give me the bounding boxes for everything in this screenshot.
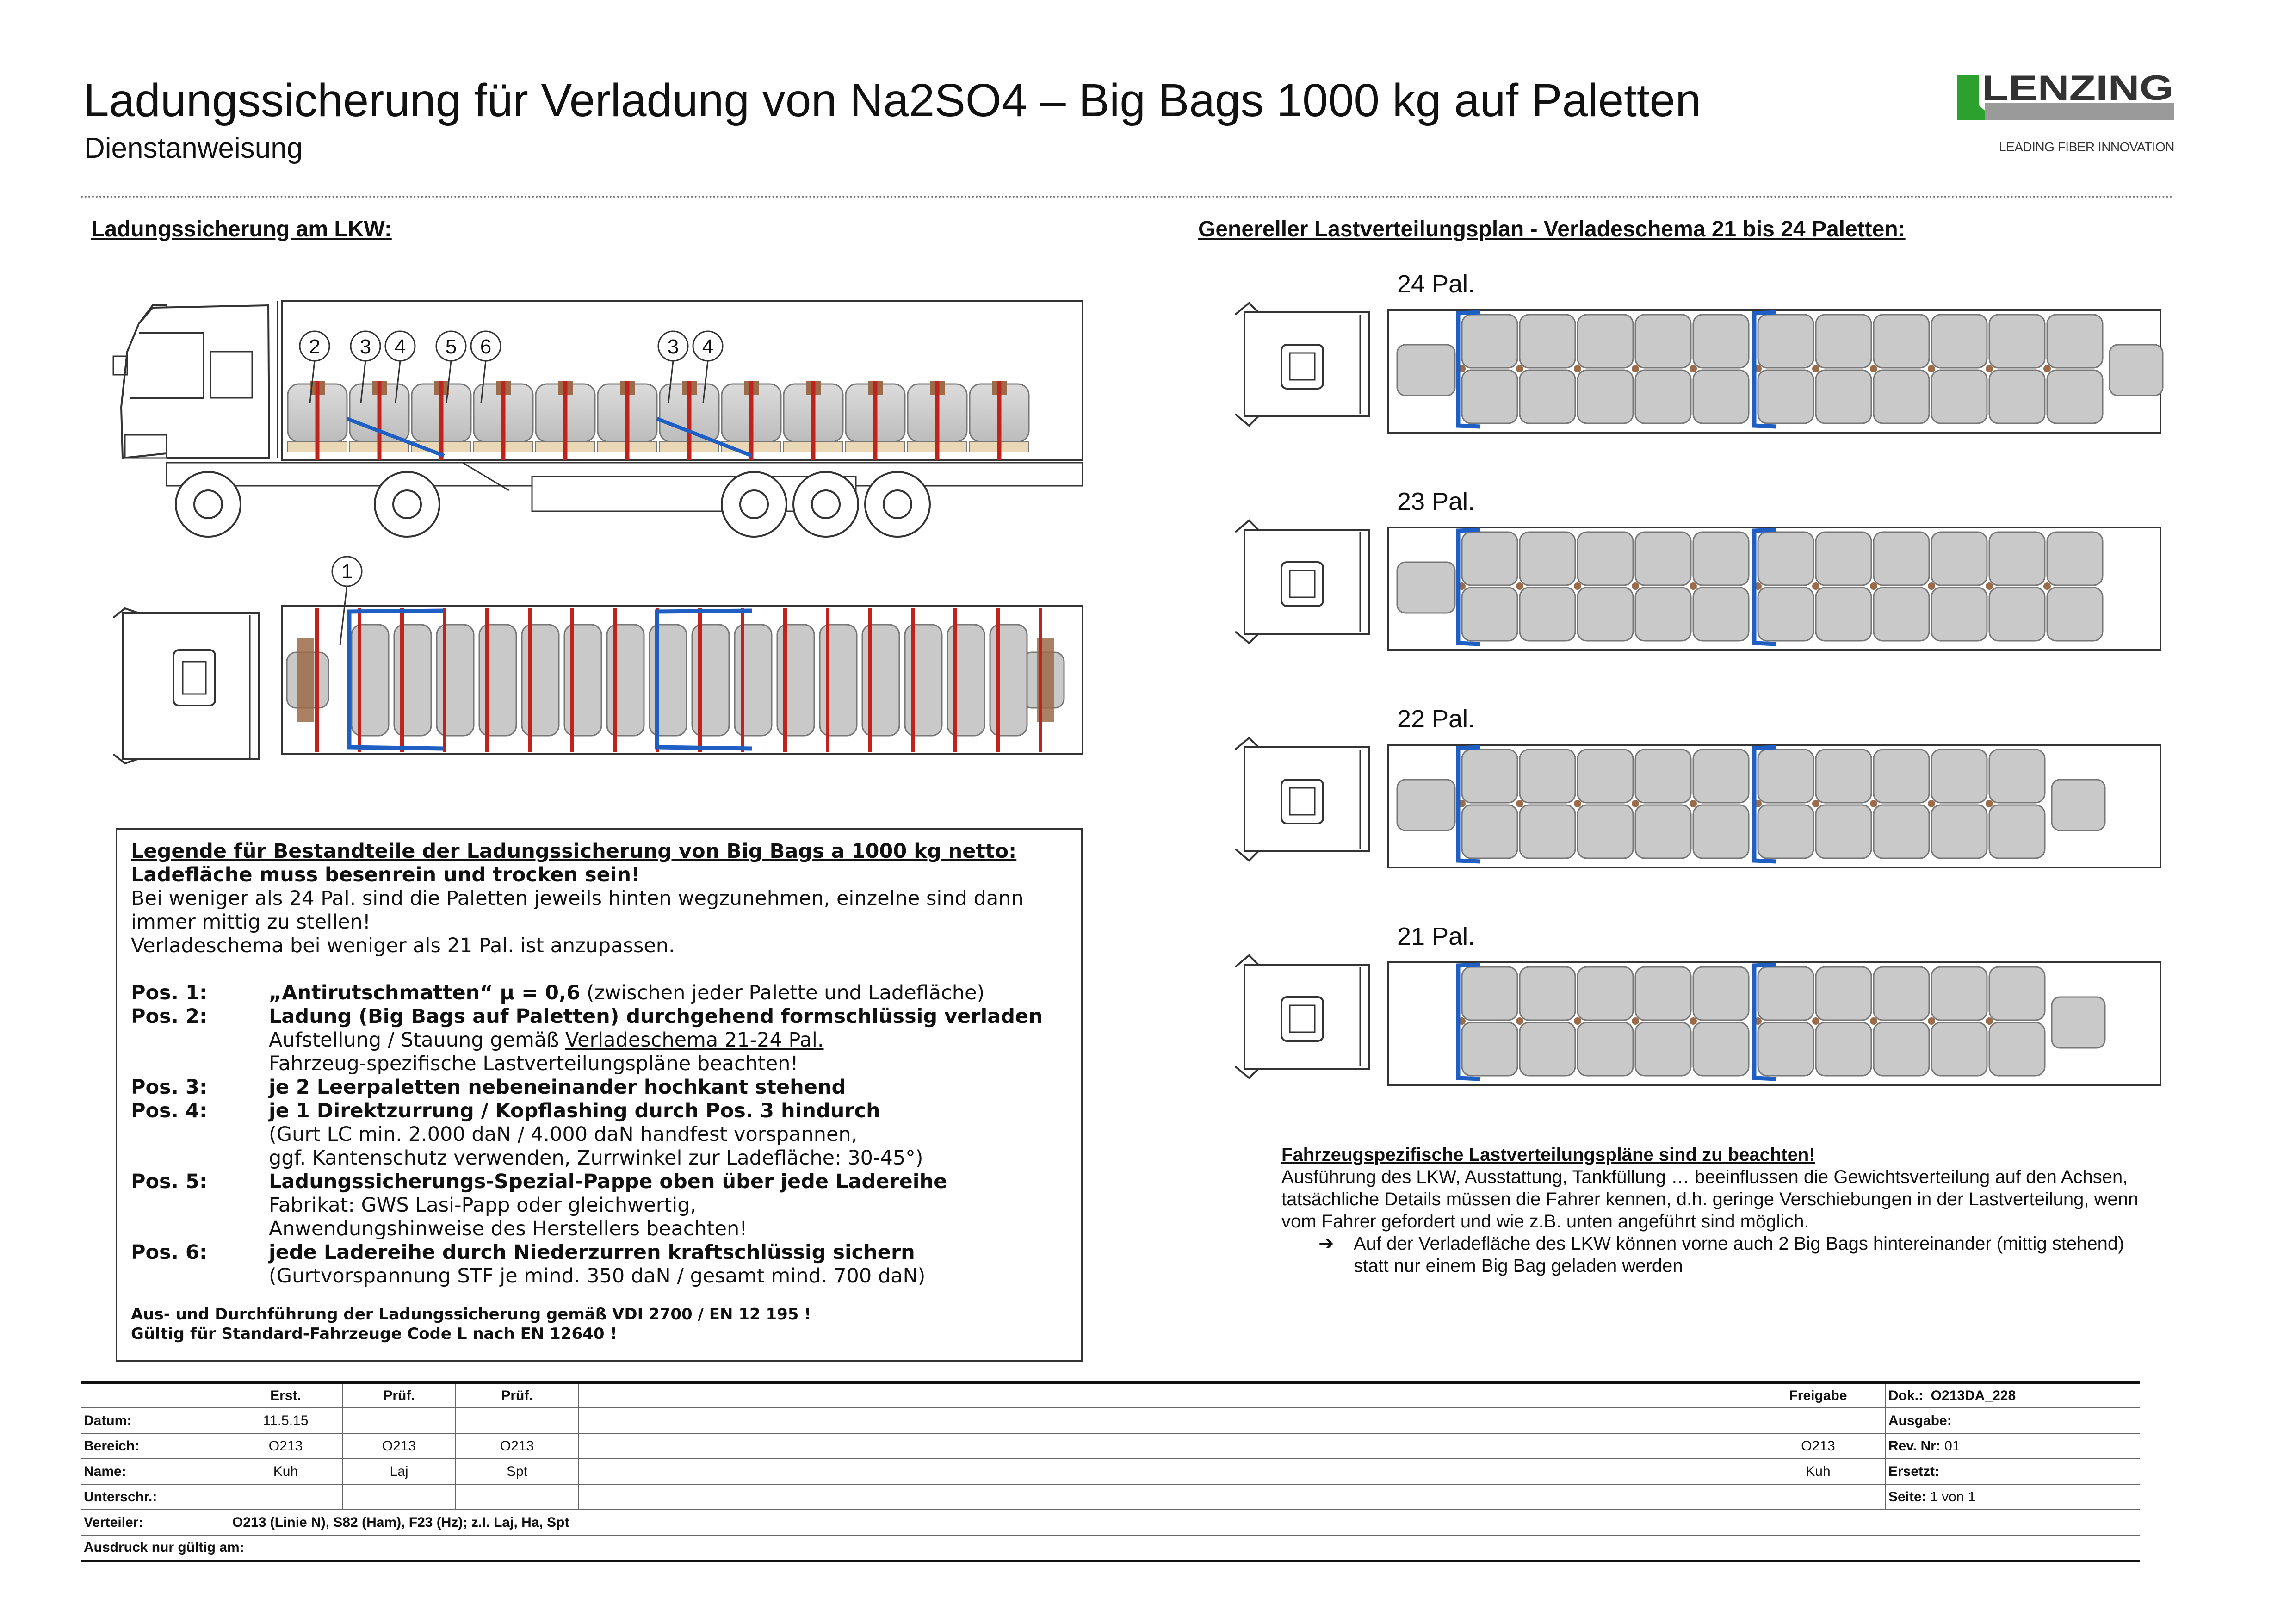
scheme-mat	[1516, 582, 1523, 590]
scheme-big-bag	[1758, 750, 1813, 803]
callout-pos-3: 3	[359, 335, 371, 358]
left-section-heading: Ladungssicherung am LKW:	[91, 217, 392, 242]
scheme-big-bag	[1693, 588, 1749, 641]
scheme-big-bag	[1693, 370, 1749, 423]
scheme-big-bag	[1520, 370, 1575, 423]
top-big-bag	[394, 625, 431, 736]
scheme-big-bag	[1874, 750, 1929, 803]
scheme-big-bag	[1816, 967, 1871, 1020]
scheme-big-bag	[1758, 805, 1813, 858]
scheme-big-bag	[1989, 967, 2045, 1020]
callout-pos-1: 1	[341, 560, 353, 583]
scheme-mat	[1870, 365, 1877, 372]
callout-pos-4: 4	[394, 335, 406, 358]
legend-scheme-note: Verladeschema bei weniger als 21 Pal. ist anzupassen.	[131, 934, 675, 957]
scheme-mat	[1574, 800, 1581, 807]
scheme-big-bag	[1462, 1022, 1517, 1076]
footer-row-verteiler: Verteiler: O213 (Linie N), S82 (Ham), F23 (Hz); z.I. Laj, Ha, Spt	[81, 1510, 2140, 1535]
scheme-big-bag	[1816, 805, 1871, 858]
scheme-3	[1235, 705, 2160, 867]
top-big-bag	[947, 625, 984, 736]
top-big-bag	[352, 625, 389, 736]
scheme-mat	[1812, 365, 1819, 372]
top-big-bag	[820, 625, 857, 736]
scheme-big-bag	[1989, 532, 2045, 585]
scheme-big-bag	[1578, 315, 1633, 368]
scheme-big-bag	[1693, 750, 1749, 803]
scheme-cab-hatch	[1290, 570, 1315, 597]
legend-pos-1: Pos. 1: „Antirutschmatten“ µ = 0,6 (zwischen jeder Palette und Ladefläche)	[131, 981, 985, 1004]
scheme-big-bag	[1758, 532, 1813, 585]
top-big-bag	[564, 625, 601, 736]
callout-pos-5: 5	[445, 335, 457, 358]
scheme-big-bag	[1635, 370, 1691, 423]
scheme-big-bag	[1462, 315, 1517, 368]
scheme-mat	[1516, 365, 1523, 372]
scheme-big-bag	[1693, 315, 1749, 368]
top-big-bag	[479, 625, 516, 736]
legend-pos-3: Pos. 3: je 2 Leerpaletten nebeneinander hochkant stehend	[131, 1076, 846, 1099]
scheme-big-bag	[1578, 750, 1633, 803]
legend-pos-4: Pos. 4: je 1 Direktzurrung / Kopflashing durch Pos. 3 hindurch (Gurt LC min. 2.000 daN / 4.000 daN handfest vorspannen, ggf. Kantenschutz verwenden, Zurrwinkel zur Ladefläche: 30-45°)	[131, 1099, 923, 1170]
legend-pos-5: Pos. 5: Ladungssicherungs-Spezial-Pappe oben über jede Ladereihe Fabrikat: GWS Lasi-Papp oder gleichwertig, Anwendungshinweise des Herstellers beachten!	[131, 1170, 947, 1240]
scheme-mat	[2043, 365, 2051, 372]
scheme-2	[1235, 488, 2160, 650]
scheme-big-bag	[1578, 967, 1633, 1020]
scheme-big-bag	[1520, 805, 1575, 858]
scheme-mat	[1928, 582, 1935, 590]
scheme-label: 22 Pal.	[1397, 705, 1475, 733]
scheme-big-bag	[1989, 315, 2045, 368]
scheme-big-bag	[1931, 805, 1987, 858]
scheme-big-bag	[1520, 967, 1575, 1020]
legend-fewer-note: Bei weniger als 24 Pal. sind die Paletten jeweils hinten wegzunehmen, einzelne sind dann immer mittig zu stellen!	[131, 887, 1024, 934]
scheme-mat	[1632, 582, 1639, 590]
scheme-big-bag	[1758, 370, 1813, 423]
legend-pos-2: Pos. 2: Ladung (Big Bags auf Paletten) durchgehend formschlüssig verladen Aufstellung / Stauung gemäß Verladeschema 21-24 Pal. Fahrzeug-spezifische Lastverteilungspläne beachten!	[131, 1005, 1043, 1075]
scheme-big-bag	[1874, 967, 1929, 1020]
scheme-mat	[1690, 800, 1697, 807]
legend-pos-6: Pos. 6: jede Ladereihe durch Niederzurren kraftschlüssig sichern (Gurtvorspannung STF je mind. 350 daN / gesamt mind. 700 daN)	[131, 1241, 926, 1288]
scheme-mat	[1574, 582, 1581, 590]
vehicle-note-heading: Fahrzeugspezifische Lastverteilungspläne sind zu beachten!	[1281, 1145, 1815, 1165]
scheme-big-bag	[1462, 967, 1517, 1020]
document-footer-table	[81, 1381, 2140, 1562]
top-big-bag	[607, 625, 644, 736]
scheme-big-bag	[1578, 532, 1633, 585]
scheme-big-bag	[1931, 967, 1987, 1020]
loading-schemes	[1235, 270, 2163, 1085]
scheme-big-bag	[1462, 805, 1517, 858]
scheme-mat	[1812, 1017, 1819, 1025]
scheme-mat	[1632, 365, 1639, 372]
scheme-big-bag	[1816, 588, 1871, 641]
scheme-big-bag	[1989, 588, 2045, 641]
scheme-big-bag	[1989, 1022, 2045, 1076]
scheme-big-bag	[1520, 315, 1575, 368]
scheme-mat	[1690, 1017, 1697, 1025]
scheme-cab-hatch	[1290, 1005, 1315, 1032]
scheme-big-bag	[1758, 1022, 1813, 1076]
scheme-cab-hatch	[1290, 788, 1315, 815]
scheme-label: 24 Pal.	[1397, 270, 1475, 298]
scheme-big-bag	[1874, 532, 1929, 585]
scheme-front-bag	[1397, 780, 1455, 830]
scheme-big-bag	[1635, 967, 1691, 1020]
scheme-big-bag	[1989, 750, 2045, 803]
scheme-cab-hatch	[1290, 353, 1315, 380]
top-big-bag	[862, 625, 899, 736]
scheme-big-bag	[1578, 370, 1633, 423]
footer-row-datum: Datum: 11.5.15 Ausgabe:	[81, 1408, 2140, 1433]
scheme-big-bag	[1816, 1022, 1871, 1076]
scheme-mat	[1928, 1017, 1935, 1025]
top-big-bag	[692, 625, 729, 736]
scheme-rear-bag	[2052, 780, 2105, 830]
scheme-4	[1235, 923, 2160, 1085]
side-wheel-front	[176, 472, 241, 537]
scheme-mat	[1574, 365, 1581, 372]
scheme-mat	[2043, 582, 2051, 590]
legend-box	[116, 828, 1083, 1362]
scheme-big-bag	[1874, 315, 1929, 368]
footer-row-name: Name: Kuh Laj Spt Kuh Ersetzt:	[81, 1459, 2140, 1484]
scheme-front-bag	[1397, 345, 1455, 396]
scheme-big-bag	[1816, 750, 1871, 803]
scheme-big-bag	[1989, 805, 2045, 858]
top-big-bag	[777, 625, 814, 736]
scheme-big-bag	[1758, 315, 1813, 368]
callout-pos-6: 6	[480, 335, 492, 358]
right-section-heading: Genereller Lastverteilungsplan - Verladeschema 21 bis 24 Paletten:	[1198, 217, 1906, 242]
logo-wordmark: LENZING	[1982, 69, 2173, 108]
page-title: Ladungssicherung für Verladung von Na2SO4 – Big Bags 1000 kg auf Paletten	[83, 74, 1701, 126]
scheme-big-bag	[1462, 588, 1517, 641]
scheme-mat	[1986, 1017, 1993, 1025]
top-big-bag	[990, 625, 1027, 736]
scheme-big-bag	[1520, 532, 1575, 585]
scheme-1	[1235, 270, 2163, 433]
scheme-big-bag	[1635, 805, 1691, 858]
top-big-bag	[735, 625, 772, 736]
scheme-mat	[1986, 582, 1993, 590]
scheme-mat	[1928, 800, 1935, 807]
scheme-big-bag	[1693, 967, 1749, 1020]
scheme-big-bag	[1874, 1022, 1929, 1076]
top-big-bag	[437, 625, 474, 736]
scheme-mat	[1870, 582, 1877, 590]
scheme-big-bag	[1816, 370, 1871, 423]
scheme-big-bag	[1874, 588, 1929, 641]
scheme-mat	[1632, 1017, 1639, 1025]
scheme-big-bag	[2047, 370, 2103, 423]
scheme-big-bag	[1931, 1022, 1987, 1076]
scheme-big-bag	[1635, 315, 1691, 368]
page-subtitle: Dienstanweisung	[84, 132, 303, 164]
scheme-big-bag	[2047, 532, 2103, 585]
scheme-mat	[1812, 582, 1819, 590]
callout-pos-2: 2	[309, 335, 321, 358]
scheme-big-bag	[1635, 1022, 1691, 1076]
scheme-big-bag	[1462, 370, 1517, 423]
scheme-big-bag	[1931, 750, 1987, 803]
scheme-big-bag	[1462, 750, 1517, 803]
scheme-mat	[1690, 582, 1697, 590]
scheme-mat	[1690, 365, 1697, 372]
scheme-mat	[1870, 800, 1877, 807]
scheme-mat	[1516, 1017, 1523, 1025]
scheme-big-bag	[1520, 750, 1575, 803]
scheme-mat	[1516, 800, 1523, 807]
scheme-big-bag	[1816, 315, 1871, 368]
scheme-label: 23 Pal.	[1397, 488, 1475, 515]
scheme-mat	[1870, 1017, 1877, 1025]
vehicle-note-bullet: Auf der Verladefläche des LKW können vorne auch 2 Big Bags hintereinander (mittig stehend) statt nur einem Big Bag geladen werden	[1354, 1233, 2124, 1276]
arrow-right-icon: ➔	[1318, 1233, 1334, 1254]
scheme-big-bag	[1578, 588, 1633, 641]
scheme-big-bag	[1874, 805, 1929, 858]
callout-pos-3: 3	[667, 335, 679, 358]
scheme-mat	[1574, 1017, 1581, 1025]
scheme-rear-bag	[2052, 997, 2105, 1048]
scheme-big-bag	[1578, 1022, 1633, 1076]
footer-row-bereich: Bereich: O213 O213 O213 O213 Rev. Nr: 01	[81, 1433, 2140, 1459]
scheme-big-bag	[2047, 588, 2103, 641]
footer-row-ausdruck: Ausdruck nur gültig am:	[81, 1535, 2140, 1561]
scheme-mat	[1986, 365, 1993, 372]
scheme-big-bag	[1989, 370, 2045, 423]
scheme-big-bag	[1931, 532, 1987, 585]
scheme-big-bag	[1520, 588, 1575, 641]
scheme-big-bag	[1931, 370, 1987, 423]
top-big-bag	[522, 625, 559, 736]
vehicle-note-body: Ausführung des LKW, Ausstattung, Tankfüllung … beeinflussen die Gewichtsverteilung auf den Achsen, tatsächliche Details müssen die Fahrer kennen, d.h. geringe Verschiebungen in der Lastverteilung, wenn vom Fahrer gefordert und wie z.B. unten angeführt sind möglich.	[1281, 1167, 2139, 1232]
scheme-big-bag	[1758, 588, 1813, 641]
legend-footer-standard: Aus- und Durchführung der Ladungssicherung gemäß VDI 2700 / EN 12 195 !	[131, 1305, 811, 1324]
scheme-rear-bag	[2110, 345, 2163, 396]
top-big-bag	[905, 625, 942, 736]
scheme-big-bag	[1578, 805, 1633, 858]
footer-row-unterschrift: Unterschr.: Seite: 1 von 1	[81, 1484, 2140, 1510]
scheme-mat	[1928, 365, 1935, 372]
callout-pos-4: 4	[702, 335, 714, 358]
scheme-mat	[1812, 800, 1819, 807]
top-anti-slip-mat	[297, 638, 314, 722]
scheme-big-bag	[1931, 588, 1987, 641]
scheme-big-bag	[1635, 588, 1691, 641]
scheme-big-bag	[1635, 532, 1691, 585]
scheme-big-bag	[1874, 370, 1929, 423]
legend-clean-note: Ladefläche muss besenrein und trocken sein!	[131, 863, 640, 886]
scheme-big-bag	[1931, 315, 1987, 368]
scheme-big-bag	[1816, 532, 1871, 585]
scheme-big-bag	[1693, 532, 1749, 585]
scheme-big-bag	[1693, 805, 1749, 858]
scheme-big-bag	[2047, 315, 2103, 368]
scheme-big-bag	[1462, 532, 1517, 585]
logo-tagline: LEADING FIBER INNOVATION	[1999, 140, 2174, 154]
vehicle-note	[1281, 1144, 2142, 1277]
scheme-big-bag	[1693, 1022, 1749, 1076]
scheme-mat	[1986, 800, 1993, 807]
scheme-big-bag	[1520, 1022, 1575, 1076]
scheme-big-bag	[1758, 967, 1813, 1020]
scheme-big-bag	[1635, 750, 1691, 803]
legend-footer-vehicle: Gültig für Standard-Fahrzeuge Code L nach EN 12640 !	[131, 1325, 617, 1343]
footer-row-header: Erst. Prüf. Prüf. Freigabe Dok.: O213DA_228	[81, 1382, 2140, 1408]
scheme-front-bag	[1397, 562, 1455, 613]
scheme-label: 21 Pal.	[1397, 923, 1475, 950]
scheme-mat	[1632, 800, 1639, 807]
legend-heading: Legende für Bestandteile der Ladungssicherung von Big Bags a 1000 kg netto:	[131, 840, 1017, 863]
